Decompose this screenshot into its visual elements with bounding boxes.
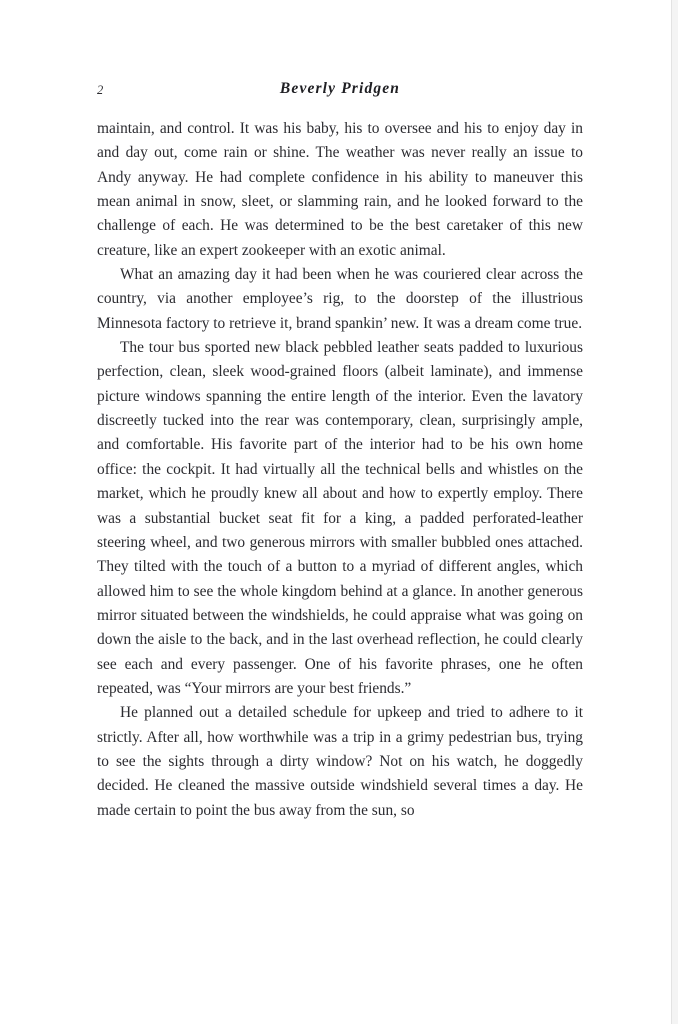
page-text-block xyxy=(97,0,583,823)
page-number: 2 xyxy=(97,82,104,97)
paragraph: What an amazing day it had been when he was couriered clear across the country, via another employee’s rig, to the doorstep of the illustrious Minnesota factory to retrieve it, brand spankin’ new. It was a dream come true. xyxy=(97,266,583,332)
paragraph: maintain, and control. It was his baby, his to oversee and his to enjoy day in and day out, come rain or shine. The weather was never really an issue to Andy anyway. He had complete confidence in his ability to maneuver this mean animal in snow, sleet, or slamming rain, and he looked forward to the challenge of each. He was determined to be the best caretaker of this new creature, like an expert zookeeper with an exotic animal. xyxy=(97,120,583,259)
paragraph: The tour bus sported new black pebbled leather seats padded to luxurious perfection, clean, sleek wood-grained floors (albeit laminate), and immense picture windows spanning the entire length of the interior. Even the lavatory discreetly tucked into the rear was contemporary, clean, surprisingly ample, and comfortable. His favorite part of the interior had to be his own home office: the cockpit. It had virtually all the technical bells and whistles on the market, which he proudly knew all about and how to expertly employ. There was a substantial bucket seat fit for a king, a padded perforated-leather steering wheel, and two generous mirrors with smaller bubbled ones attached. They tilted with the touch of a button to a myriad of different angles, which allowed him to see the whole kingdom behind at a glance. In another generous mirror situated between the windshields, he could appraise what was going on down the aisle to the back, and in the last overhead reflection, he could clearly see each and every passenger. One of his favorite phrases, one he often repeated, was “Your mirrors are your best friends.” xyxy=(97,339,583,697)
running-title-author: Beverly Pridgen xyxy=(279,79,401,97)
body-text xyxy=(97,117,583,823)
paragraph: He planned out a detailed schedule for upkeep and tried to adhere to it strictly. After all, how worthwhile was a trip in a grimy pedestrian bus, trying to see the sights through a dirty window? Not on his watch, he doggedly decided. He cleaned the massive outside windshield several times a day. He made certain to point the bus away from the sun, so xyxy=(97,704,583,819)
running-head xyxy=(97,62,583,96)
